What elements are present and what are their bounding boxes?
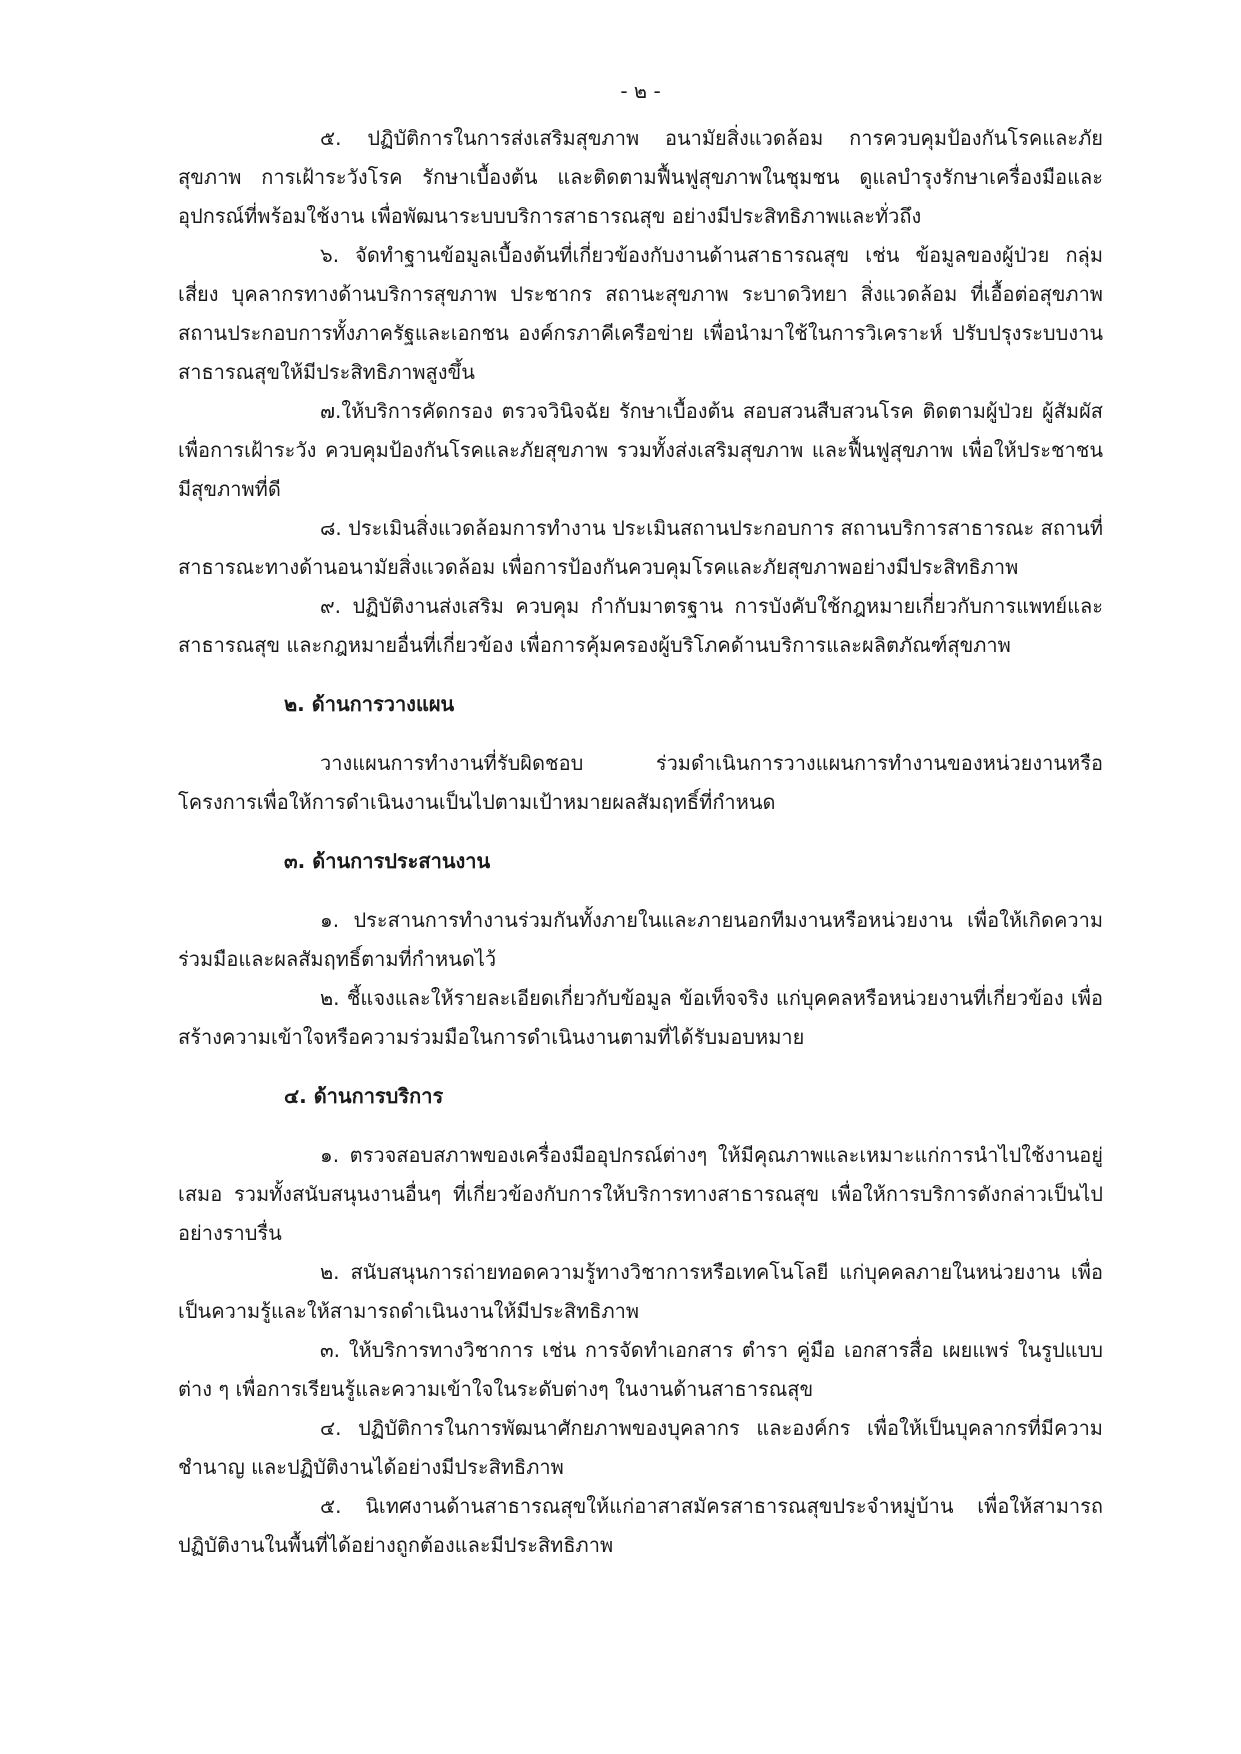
list-item: ๑. ประสานการทำงานร่วมกันทั้งภายในและภายนอกทีมงานหรือหน่วยงาน เพื่อให้เกิดความร่วมมือและผลสัมฤทธิ์ตามที่กำหนดไว้ (178, 908, 1103, 971)
list-item: ๕. ปฏิบัติการในการส่งเสริมสุขภาพ อนามัยสิ่งแวดล้อม การควบคุมป้องกันโรคและภัยสุขภาพ การเฝ้าระวังโรค รักษาเบื้องต้น และติดตามฟื้นฟูสุขภาพในชุมชน ดูแลบำรุงรักษาเครื่องมือและอุปกรณ์ที่พร้อมใช้งาน เพื่อพัฒนาระบบบริการสาธารณสุข อย่างมีประสิทธิภาพและทั่วถึง (178, 126, 1103, 228)
list-item: ๑. ตรวจสอบสภาพของเครื่องมืออุปกรณ์ต่างๆ ให้มีคุณภาพและเหมาะแก่การนำไปใช้งานอยู่เสมอ รวมทั้งสนับสนุนงานอื่นๆ ที่เกี่ยวข้องกับการให้บริการทางสาธารณสุข เพื่อให้การบริการดังกล่าวเป็นไปอย่างราบรื่น (178, 1143, 1103, 1245)
list-item: ๔. ปฏิบัติการในการพัฒนาศักยภาพของบุคลากร และองค์กร เพื่อให้เป็นบุคลากรที่มีความชำนาญ และปฏิบัติงานได้อย่างมีประสิทธิภาพ (178, 1416, 1103, 1479)
list-item: ๒. สนับสนุนการถ่ายทอดความรู้ทางวิชาการหรือเทคโนโลยี แก่บุคคลภายในหน่วยงาน เพื่อเป็นความรู้และให้สามารถดำเนินงานให้มีประสิทธิภาพ (178, 1260, 1103, 1323)
list-item: ๙. ปฏิบัติงานส่งเสริม ควบคุม กำกับมาตรฐาน การบังคับใช้กฎหมายเกี่ยวกับการแพทย์และสาธารณสุข และกฎหมายอื่นที่เกี่ยวข้อง เพื่อการคุ้มครองผู้บริโภคด้านบริการและผลิตภัณฑ์สุขภาพ (178, 594, 1103, 657)
section-planning (178, 685, 1103, 822)
list-item: ๓. ให้บริการทางวิชาการ เช่น การจัดทำเอกสาร ตำรา คู่มือ เอกสารสื่อ เผยแพร่ ในรูปแบบต่าง ๆ เพื่อการเรียนรู้และความเข้าใจในระดับต่างๆ ในงานด้านสาธารณสุข (178, 1338, 1103, 1401)
list-item: วางแผนการทำงานที่รับผิดชอบ ร่วมดำเนินการวางแผนการทำงานของหน่วยงานหรือโครงการเพื่อให้การดำเนินงานเป็นไปตามเป้าหมายผลสัมฤทธิ์ที่กำหนด (178, 751, 1103, 814)
list-item: ๗.ให้บริการคัดกรอง ตรวจวินิจฉัย รักษาเบื้องต้น สอบสวนสืบสวนโรค ติดตามผู้ป่วย ผู้สัมผัสเพื่อการเฝ้าระวัง ควบคุมป้องกันโรคและภัยสุขภาพ รวมทั้งส่งเสริมสุขภาพ และฟื้นฟูสุขภาพ เพื่อให้ประชาชนมีสุขภาพที่ดี (178, 399, 1103, 501)
list-item: ๕. นิเทศงานด้านสาธารณสุขให้แก่อาสาสมัครสาธารณสุขประจำหมู่บ้าน เพื่อให้สามารถปฏิบัติงานในพื้นที่ได้อย่างถูกต้องและมีประสิทธิภาพ (178, 1494, 1103, 1557)
section-heading: ๓. ด้านการประสานงาน (284, 849, 491, 873)
intro-items (178, 119, 1103, 665)
list-item: ๒. ชี้แจงและให้รายละเอียดเกี่ยวกับข้อมูล ข้อเท็จจริง แก่บุคคลหรือหน่วยงานที่เกี่ยวข้อง เพื่อสร้างความเข้าใจหรือความร่วมมือในการดำเนินงานตามที่ได้รับมอบหมาย (178, 986, 1103, 1049)
section-heading: ๔. ด้านการบริการ (284, 1084, 444, 1108)
document-page (178, 72, 1103, 1565)
section-service (178, 1077, 1103, 1565)
section-heading: ๒. ด้านการวางแผน (284, 692, 455, 716)
list-item: ๖. จัดทำฐานข้อมูลเบื้องต้นที่เกี่ยวข้องกับงานด้านสาธารณสุข เช่น ข้อมูลของผู้ป่วย กลุ่มเสี่ยง บุคลากรทางด้านบริการสุขภาพ ประชากร สถานะสุขภาพ ระบาดวิทยา สิ่งแวดล้อม ที่เอื้อต่อสุขภาพ สถานประกอบการทั้งภาครัฐและเอกชน องค์กรภาคีเครือข่าย เพื่อนำมาใช้ในการวิเคราะห์ ปรับปรุงระบบงานสาธารณสุขให้มีประสิทธิภาพสูงขึ้น (178, 243, 1103, 384)
page-number: - ๒ - (620, 79, 661, 103)
list-item: ๘. ประเมินสิ่งแวดล้อมการทำงาน ประเมินสถานประกอบการ สถานบริการสาธารณะ สถานที่สาธารณะทางด้านอนามัยสิ่งแวดล้อม เพื่อการป้องกันควบคุมโรคและภัยสุขภาพอย่างมีประสิทธิภาพ (178, 516, 1104, 579)
section-coordination (178, 842, 1103, 1057)
